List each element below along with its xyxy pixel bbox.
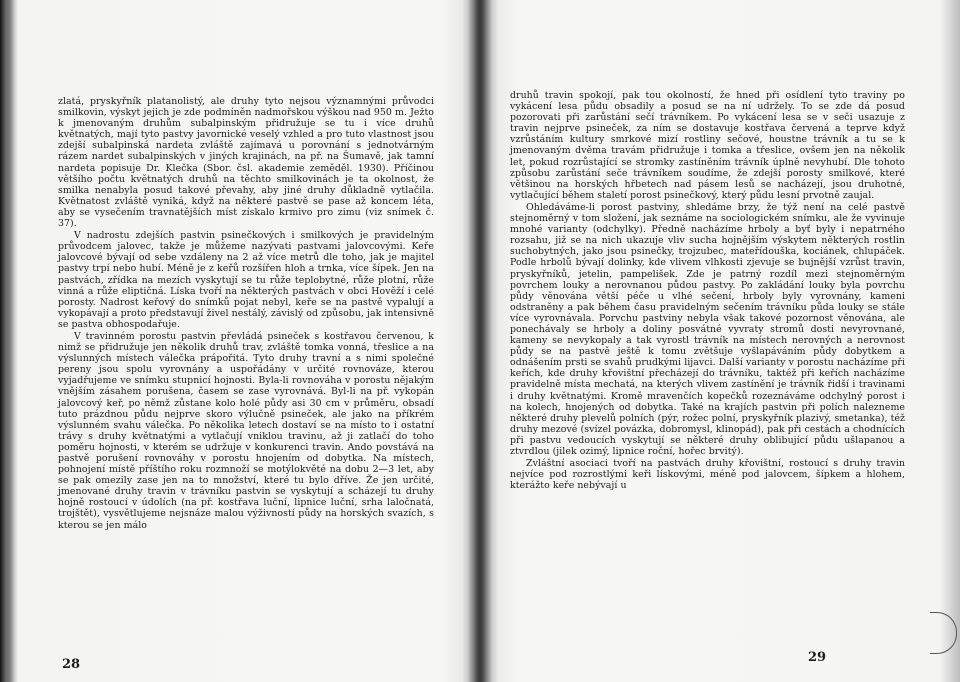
right-paragraph-2: Ohledáváme-li porost pastviny, shledáme brzy, že týž není na celé pastvě stejnoměrný v tom složení, jak seznáme na sociologickém snímku, ale že vyvinuje mnohé varianty (odchylky). Předně nacházíme hrboly a byť byly i nepatrného rozsahu, již se na nich ukazuje vliv sucha hojnějším výskytem některých rostlin suchobytných, jako jsou psinečky, trojzubec, mateřídouška, kociánek, chlupáček. Podle hrbolů bývají dolinky, kde vlivem vlhkosti zjevuje se bujnější vzrůst travin, pryskyřníků, jetelin, pampelišek. Zde je patrný rozdíl mezi stejnoměrným povrchem louky a nerovnanou půdou pastvy. Po zakládání louky byla povrchu půdy věnována větší péče u vlhé sečení, hrboly byly vyrovnány, kameni odstraněny a pak během času pravidelným sečením trávníku půda louky se stále více vyrovnávala. Porvchu pastviny nebyla však takové pozornost věnována, ale ponechávaly se hrboly a doliny posvátné vyvraty stromů dosti nevyrovnané, kameny se nevykopaly a tak vyrostl trávník na místech nerovných a nerovnost půdy se na pastvě ještě k tomu zvětšuje vyšlapáváním půdy dobytkem a odnášením prsti se svahů prudkými lijavci. Další varianty v porostu nacházíme při keřích, kde druhy křovištní přecházejí do trávníku, taktéž při keřích nacházíme pravidelně místa mechatá, na kterých vlivem zastínění je trávník řidší i travinami i druhy květnatými. Kromě mravenčích kopečků rozeznáváme odchylný porost i na kolech, hnojených od dobytka. Také na krajích pastvin při polích nalezneme některé druhy plevelů polních (pýr, rožec polní, pryskyřník plazivý, smetanka), též druhy mezové (svízel povázka, dobromysl, klinopád), pak při cestách a chodnících při pastvu vedoucích vyskytují se některé druhy oblibující půdu ušlapanou a ztvrdlou (jilek ozimý, lipnice roční, hořec brvitý).: [510, 201, 905, 457]
left-text-column: [58, 96, 434, 531]
right-paragraph-1: druhů travin spokojí, pak tou okolností, že hned při osídlení tyto traviny po vykácení lesa půdu obsadily a posud se na ní udržely. To se zde dá posud pozorovati při zarůstání sečí trávníkem. Po vykácení lesa se v seči usazuje z travin nejprve psineček, za ním se dostavuje kostřava červená a teprve když vzrůstáním kultury smrkové mizí rostliny sečové, houstne trávník a tu se k jmenovaným dvěma travám přidružuje i tomka a třeslice, ovšem jen na několik let, pokud rozrůstající se stromky zastíněním trávník úplně nevyhubí. Dle tohoto způsobu zarůstání seče trávníkem soudíme, že zdejší porosty smilkové, které většinou na horských hřbetech nad pásem lesů se nacházejí, jsou druhotné, vytlačující během staletí porost psinečkový, který půdu lesní prvotně zaujal.: [510, 90, 905, 201]
right-paragraph-3: Zvláštní asociaci tvoří na pastvách druhy křovištní, rostoucí s druhy travin nejvíce pod rozrostlými keři lískovými, méně pod jalovcem, šípkem a hlohem, kterážto keře nebývají u: [510, 458, 905, 492]
left-paragraph-3: V travinném porostu pastvin převládá psineček s kostřavou červenou, k nimž se přidružuje jen několik druhů trav, zvláště tomka vonná, třeslice a na výslunných místech válečka prápořitá. Tyto druhy travní a s nimi společné pereny jsou spolu vyrovnány a uspořádány v určité rovnováze, kterou vyjadřujeme ve snímku stupnicí hojnosti. Byla-li rovnováha v porostu nějakým vnějším zásahem porušena, časem se zase vyrovnává. Byl-li na př. vykopán jalovcový keř, po němž zůstane kolo holé půdy asi 30 cm v průměru, obsadí tuto prázdnou půdu nejprve skoro výlučně psineček, ale jako na příkrém výslunném svahu válečka. Po několika letech dostaví se na místo to i ostatní trávy s druhy květnatými a vytlačují vniklou travinu, až ji zatlačí do toho poměru hojnosti, v kterém se udržuje v konkurenci travin. Ando povstává na pastvě porušení rovnováhy v porostu hnojením od dobytka. Na místech, pohnojení místě příštího roku rozmnoží se motýlokvěté na dobu 2—3 let, aby se pak omezily zase jen na to množství, které tu bylo dříve. Že jen určité, jmenované druhy travin v trávníku pastvin se vyskytují a scházejí tu druhy hojně rostoucí v údolích (na př. kostřava luční, lipnice luční, srha laločnatá, trojštět), vysvětlujeme nejsnáze malou výživností půdy na horských svazích, s kterou se jen málo: [58, 330, 434, 531]
right-page: [480, 0, 960, 682]
left-paragraph-1: zlatá, pryskyřník platanolistý, ale druhy tyto nejsou významnými průvodci smilkovin, výskyt jejich je zde podmíněn nadmořskou výškou nad 950 m. Ježto k jmenovaným druhům subalpinským přidružuje se tu i více druhů květnatých, mají tyto pastvy javornické veselý vzhled a pro tuto vlastnost jsou zdejší subalpinská nardeta zvláště zajímavá u porovnání s jednotvárným rázem nardet subalpinských v jiných krajinách, na př. na Šumavě, jak tamní nardeta popisuje Dr. Klečka (Sbor. čsl. akademie zeměděl. 1930). Příčinou většího počtu květnatých druhů na těchto smilkovinách je ta okolnost, že smilka nenabyla posud takové převahy, aby jiné druhy důkladně vytlačila. Květnatost zvláště vyniká, když na některé pastvě se pase až koncem léta, aby se vysečením travnatějších míst získalo krmivo pro zimu (viz snímek č. 37).: [58, 96, 434, 230]
left-page-number: 28: [62, 657, 81, 672]
right-text-column: [510, 90, 905, 491]
left-paragraph-2: V nadrostu zdejších pastvin psinečkových i smilkových je pravidelným průvodcem jalovec, takže je můžeme nazývati pastvami jalovcovými. Keře jalovcové bývají od sebe vzdáleny na 2 až více metrů dle toho, jak je majitel pastvy trpí nebo hubí. Méně je z keřů rozšířen hloh a trnka, více šípek. Jen na pastvách, zřídka na mezích vyskytují se tu růže teplobytné, růže plotní, růže vinná a růže eliptičná. Líska tvoří na některých pastvách v obci Hověží i celé porosty. Nadrost keřový do snímků pojat nebyl, keře se na pastvě vypalují a vykopávají a proto představují živel nestálý, závislý od způsobu, jak intensivně se pastva obhospodařuje.: [58, 230, 434, 330]
right-page-number: 29: [808, 650, 827, 665]
